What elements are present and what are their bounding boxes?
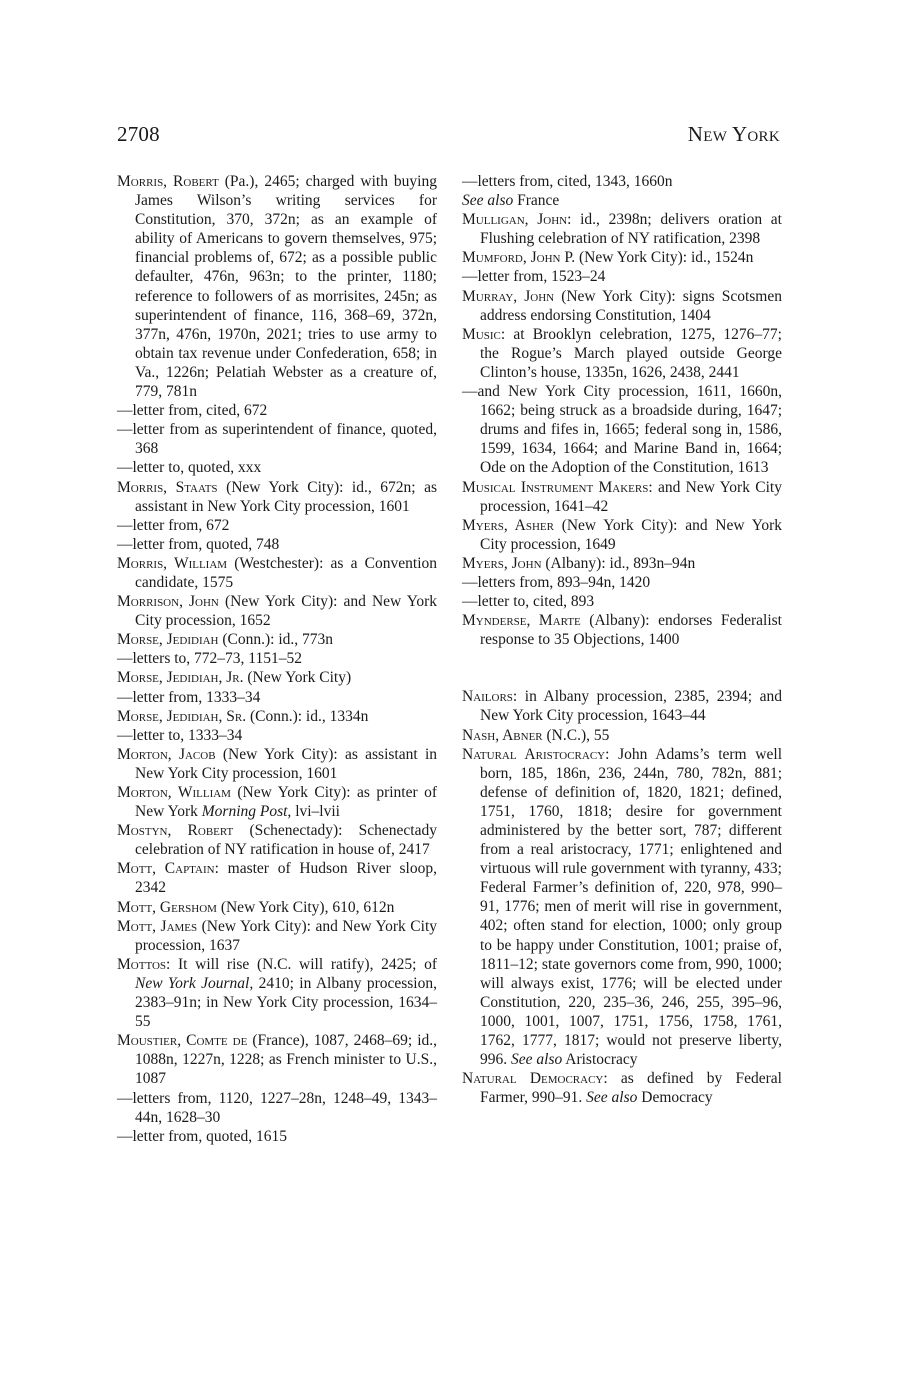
entry-heading: Music xyxy=(462,325,501,343)
entry-text: (Albany): id., 893n–94n xyxy=(541,554,696,572)
entry-text: —letter from, cited, 672 xyxy=(117,402,268,420)
entry-text: : at Brooklyn celebration, 1275, 1276–77; the Rogue’s March played outside George Clinton’s house, 1335n, 1626, 2438, 2441 xyxy=(480,325,782,381)
index-entry xyxy=(117,821,437,859)
index-entry xyxy=(462,267,782,286)
index-column-left xyxy=(117,172,437,1146)
entry-italic: See also xyxy=(586,1089,638,1107)
index-entry xyxy=(462,325,782,382)
entry-heading: Mott, Gershom xyxy=(117,898,217,916)
entry-text: (New York City): and New York City procession, 1637 xyxy=(135,917,438,954)
entry-heading: Morrison, John xyxy=(117,593,219,611)
entry-heading: Myers, Asher xyxy=(462,516,554,534)
entry-text: (New York City): and New York City procession, 1649 xyxy=(480,516,783,553)
entry-text: Aristocracy xyxy=(562,1051,638,1069)
index-entry xyxy=(117,535,437,554)
index-entry xyxy=(117,955,437,1031)
entry-text: (New York City): id., 672n; as assistant in New York City procession, 1601 xyxy=(135,478,437,515)
entry-italic: See also xyxy=(462,192,514,210)
entry-heading: Musical Instrument Makers xyxy=(462,478,649,496)
entry-text: (New York City) xyxy=(243,669,352,687)
entry-text: (New York City), 610, 612n xyxy=(216,898,395,916)
entry-text: : id., 2398n; delivers oration at Flushing celebration of NY ratification, 2398 xyxy=(480,211,782,248)
entry-text: Democracy xyxy=(637,1089,713,1107)
entry-italic: See also xyxy=(511,1051,563,1069)
index-column-right xyxy=(462,172,782,1107)
index-entry xyxy=(462,516,782,554)
entry-heading: Mumford, John P. xyxy=(462,249,576,267)
index-entry xyxy=(117,592,437,630)
entry-text: France xyxy=(513,192,560,210)
entry-heading: Natural Aristocracy xyxy=(462,745,606,763)
entry-italic: Morning Post, xyxy=(201,803,292,821)
entry-heading: Mottos xyxy=(117,955,167,973)
index-entry xyxy=(117,688,437,707)
entry-heading: Morse, Jedidiah xyxy=(117,631,219,649)
entry-text: (New York City): signs Scotsmen address endorsing Constitution, 1404 xyxy=(480,287,782,324)
entry-text: : It will rise (N.C. will ratify), 2425; of xyxy=(166,955,437,973)
entry-heading: Mott, James xyxy=(117,917,198,935)
index-entry xyxy=(117,707,437,726)
entry-heading: Myers, John xyxy=(462,554,542,572)
entry-text: (New York City): and New York City procession, 1652 xyxy=(135,593,438,630)
index-entry xyxy=(117,1127,437,1146)
index-entry xyxy=(117,745,437,783)
entry-text: (Westchester): as a Convention candidate, 1575 xyxy=(135,554,438,591)
entry-heading: Nailors xyxy=(462,688,513,706)
entry-heading: Mostyn, Robert xyxy=(117,822,234,840)
index-entry xyxy=(462,687,782,725)
index-entry xyxy=(117,401,437,420)
index-entry xyxy=(117,172,437,401)
index-entry xyxy=(117,516,437,535)
entry-heading: Morse, Jedidiah, Jr. xyxy=(117,669,244,687)
entry-heading: Murray, John xyxy=(462,287,555,305)
index-entry xyxy=(462,573,782,592)
index-entry xyxy=(462,382,782,477)
entry-text: : as defined by Federal Farmer, 990–91. xyxy=(480,1070,782,1107)
entry-text: —letter to, quoted, xxx xyxy=(117,459,262,477)
index-entry xyxy=(462,478,782,516)
entry-text: —letter from as superintendent of finance, quoted, 368 xyxy=(117,421,437,458)
entry-text: —letter from, 672 xyxy=(117,516,230,534)
index-entry xyxy=(117,554,437,592)
entry-text: (N.C.), 55 xyxy=(542,726,610,744)
entry-text: —letter from, quoted, 748 xyxy=(117,535,280,553)
entry-text: 2410; in Albany procession, 2383–91n; in New York City procession, 1634–55 xyxy=(135,974,437,1031)
entry-text: : in Albany procession, 2385, 2394; and New York City procession, 1643–44 xyxy=(480,688,782,725)
entry-text: (Schenectady): Schenectady celebration of NY ratification in house of, 2417 xyxy=(135,822,437,859)
entry-text: —letters to, 772–73, 1151–52 xyxy=(117,650,302,668)
index-entry xyxy=(117,458,437,477)
entry-italic: New York Journal, xyxy=(135,974,254,992)
index-entry xyxy=(117,649,437,668)
entry-text: (New York City): id., 1524n xyxy=(575,249,754,267)
index-entry xyxy=(117,1089,437,1127)
entry-text: —letter from, 1333–34 xyxy=(117,688,261,706)
index-entry xyxy=(462,592,782,611)
entry-text: (New York City): as printer of New York xyxy=(135,784,437,821)
index-entry xyxy=(117,898,437,917)
entry-text: —letter from, 1523–24 xyxy=(462,268,606,286)
entry-text: —letter to, cited, 893 xyxy=(462,593,595,611)
index-entry xyxy=(462,554,782,573)
index-entry xyxy=(462,287,782,325)
index-entry xyxy=(117,668,437,687)
running-head: New York xyxy=(687,122,780,146)
letter-section-gap xyxy=(462,649,782,687)
entry-text: : John Adams’s term well born, 185, 186n, 236, 244n, 780, 782n, 881; defense of definition of, 1820, 1821; defined, 1751, 1760, 1818; desire for government administered by the better sort, 787; different from a real aristocracy, 1771; enlightened and virtuous will rule government with tyranny, 433; Federal Farmer’s definition of, 220, 978, 990–91, 1776; men of merit will rise in government, 402; often stand for election, 1000; only group to be happy under Constitution, 1001; praise of, 1811–12; state governors come from, 990, 1000; will always exist, 1776; will be elected under Constitution, 220, 235–36, 246, 255, 395–96, 1000, 1001, 1007, 1751, 1756, 1758, 1761, 1762, 1777, 1817; would not preserve liberty, 996. xyxy=(480,745,782,1069)
entry-heading: Moustier, Comte de xyxy=(117,1032,248,1050)
entry-heading: Morris, Staats xyxy=(117,478,218,496)
index-entry xyxy=(117,630,437,649)
index-entry xyxy=(462,210,782,248)
index-entry xyxy=(117,1031,437,1088)
index-entry xyxy=(462,191,782,210)
index-entry xyxy=(117,859,437,897)
index-entry xyxy=(117,420,437,458)
entry-text: : master of Hudson River sloop, 2342 xyxy=(135,860,437,897)
entry-text: lvi–lvii xyxy=(291,803,340,821)
entry-heading: Mott, Captain xyxy=(117,860,215,878)
entry-text: (Albany): endorses Federalist response to 35 Objections, 1400 xyxy=(480,612,782,649)
entry-heading: Nash, Abner xyxy=(462,726,543,744)
index-entry xyxy=(462,172,782,191)
entry-text: (France), 1087, 2468–69; id., 1088n, 1227n, 1228; as French minister to U.S., 1087 xyxy=(135,1032,438,1088)
index-entry xyxy=(117,783,437,821)
index-entry xyxy=(462,611,782,649)
entry-text: (Pa.), 2465; charged with buying James Wilson’s writing services for Constitution, 370, 372n; as an example of ability of Americans to govern themselves, 975; financial problems of, 672; as a possible public defaulter, 476n, 963n; to the printer, 1180; reference to followers of as morrisites, 245n; as superintendent of finance, 116, 368–69, 372n, 377n, 476n, 1970n, 2021; tries to use army to obtain tax revenue under Confederation, 658; in Va., 1226n; Pelatiah Webster as a creature of, 779, 781n xyxy=(135,173,437,401)
entry-heading: Morris, William xyxy=(117,554,228,572)
entry-text: —letters from, 1120, 1227–28n, 1248–49, 1343–44n, 1628–30 xyxy=(117,1089,437,1126)
page-header xyxy=(117,122,780,147)
entry-text: (Conn.): id., 1334n xyxy=(246,707,369,725)
entry-heading: Morse, Jedidiah, Sr. xyxy=(117,707,247,725)
entry-text: —letters from, 893–94n, 1420 xyxy=(462,573,651,591)
index-entry xyxy=(462,1069,782,1107)
entry-text: (New York City): as assistant in New York City procession, 1601 xyxy=(135,745,438,782)
entry-text: —letters from, cited, 1343, 1660n xyxy=(462,173,673,190)
index-entry xyxy=(117,478,437,516)
index-entry xyxy=(117,726,437,745)
entry-heading: Morton, Jacob xyxy=(117,745,216,763)
index-entry xyxy=(117,917,437,955)
entry-heading: Morris, Robert xyxy=(117,173,219,190)
entry-text: : and New York City procession, 1641–42 xyxy=(480,478,782,515)
index-entry xyxy=(462,745,782,1070)
entry-text: —letter to, 1333–34 xyxy=(117,726,243,744)
entry-heading: Mynderse, Marte xyxy=(462,612,581,630)
page-number: 2708 xyxy=(117,122,160,146)
entry-text: —letter from, quoted, 1615 xyxy=(117,1127,288,1145)
entry-text: (Conn.): id., 773n xyxy=(218,631,334,649)
index-entry xyxy=(462,248,782,267)
entry-text: —and New York City procession, 1611, 1660n, 1662; being struck as a broadside during, 1647; drums and fifes in, 1665; federal song in, 1586, 1599, 1634, 1664; and Marine Band in, 1664; Ode on the Adoption of the Constitution, 1613 xyxy=(462,383,782,477)
entry-heading: Natural Democracy xyxy=(462,1070,604,1088)
entry-heading: Morton, William xyxy=(117,784,231,801)
index-entry xyxy=(462,726,782,745)
entry-heading: Mulligan, John xyxy=(462,211,568,229)
